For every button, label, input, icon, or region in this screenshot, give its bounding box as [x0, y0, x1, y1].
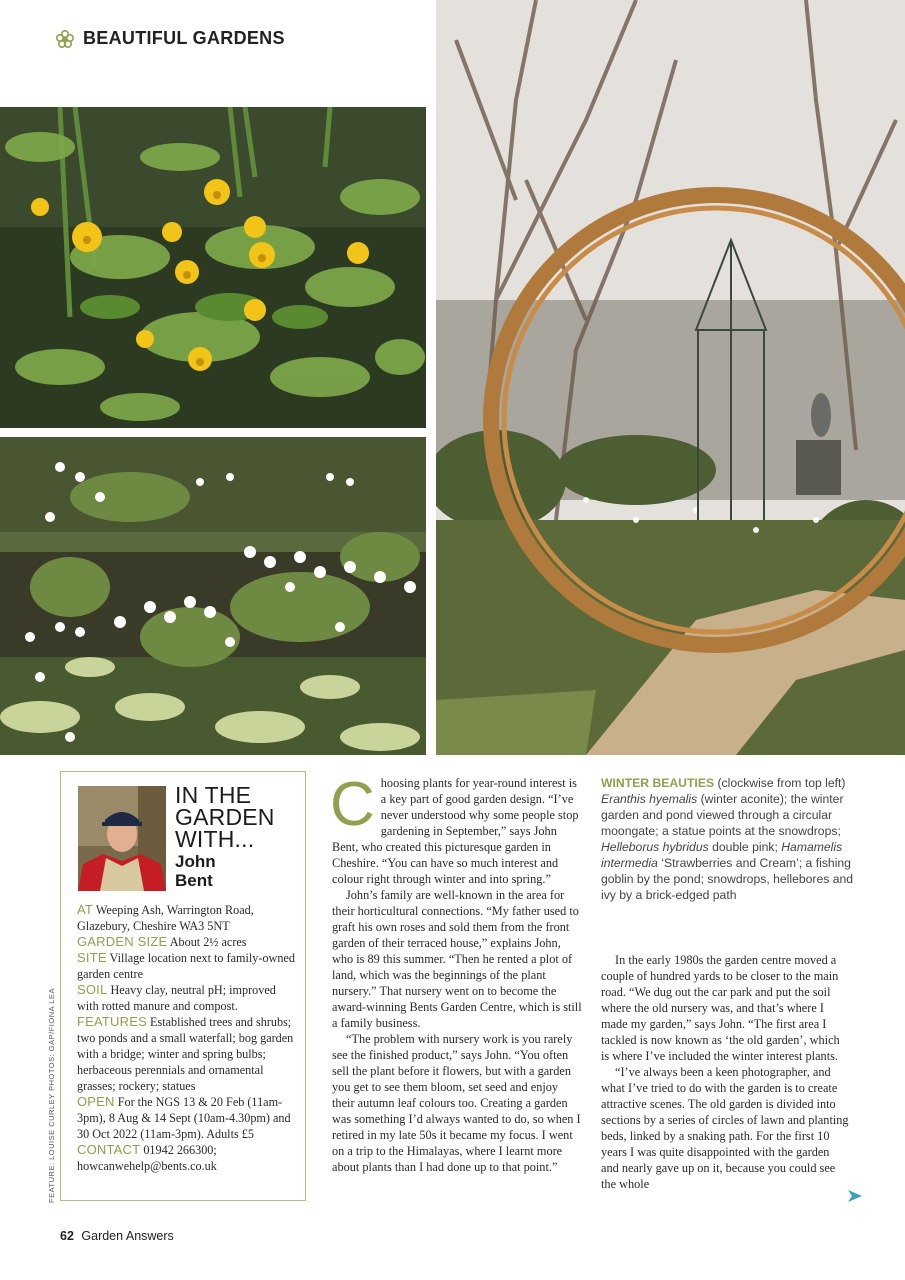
fact-soil: [77, 982, 299, 1014]
fact-text: Established trees and shrubs; two ponds and a small waterfall; bog garden with a bridge; winter and spring bulbs; herbaceous perennials and ornamental grasses; rockery; statues: [77, 1015, 294, 1093]
article-paragraph: John’s family are well-known in the area for their horticultural connections. “My father used to graft his own roses and sold them from the front garden of their terraced house,” explains John, who is 89 this summer. “Then he rented a plot of land, which was the beginnings of the plant nursery.” That nursery went on to become the award-winning Bents Garden Centre, which is still a family business.: [332, 888, 582, 1030]
fact-text: 01942 266300; howcanwehelp@bents.co.uk: [77, 1143, 217, 1173]
photo-caption: [601, 775, 856, 903]
box-title-line: IN THE: [175, 782, 252, 808]
page-footer: [60, 1229, 174, 1243]
fact-text: For the NGS 13 & 20 Feb (11am-3pm), 8 Aug & 14 Sept (10am-4.30pm) and 30 Oct 2022 (11am-3pm). Adults £5: [77, 1095, 291, 1141]
caption-text: ‘Strawberries and Cream’; a fishing goblin by the pond; snowdrops, hellebores and ivy by a brick-edged path: [601, 856, 854, 902]
article-paragraph: “The problem with nursery work is you rarely see the finished product,” says John. “You often sell the plant before it flowers, but with a garden you get to see them bloom, set seed and enjoy their autumn leaf colours too. Creating a garden was something I’d always wanted to do, so when I retired in my late 50s it became my focus. I went on a trip to the Himalayas, where I learnt more about plants than I had done up to that point.”: [332, 1032, 581, 1174]
fact-garden-size: [77, 934, 299, 950]
article-paragraph: “I’ve always been a keen photographer, and what I’ve tried to do with the garden is to create attractive scenes. The old garden is divided into sections by a series of circles of lawn and planting beds, linked by a snaking path. For the first 10 years I was quite disappointed with the garden and nearly gave up on it, because you could see the whole: [601, 1065, 849, 1191]
fact-label: SITE: [77, 950, 107, 965]
caption-text: (winter aconite); the winter garden and pond viewed through a circular moongate; a statue points at the snowdrops;: [601, 792, 844, 838]
caption-text: (clockwise from top left): [714, 776, 846, 790]
caption-plant-name: Helleborus hybridus: [601, 840, 709, 854]
fact-site: [77, 950, 299, 982]
person-first-name: John: [175, 852, 216, 871]
section-header: [55, 28, 285, 49]
article-text: hoosing plants for year-round interest is a key part of good garden design. “I’ve never understood why some people stop gardening in September,” says John Bent, who created this picturesque garden in Cheshire. “You can have so much interest and colour right through winter and into spring.”: [332, 776, 579, 886]
caption-label: WINTER BEAUTIES: [601, 776, 715, 790]
aconites-photo: [0, 107, 426, 428]
box-title: [175, 784, 275, 850]
page-number: 62: [60, 1229, 74, 1243]
article-paragraph: In the early 1980s the garden centre moved a couple of hundred yards to be closer to the main road. “We dug out the car park and put the soil where the old nursery was, and that’s where I made my garden,” says John. “The first area I tackled is now known as ‘the old garden’, which is where I’ve included the winter interest plants.: [601, 953, 840, 1063]
profile-box: [60, 771, 306, 1201]
fact-text: Heavy clay, neutral pH; improved with rotted manure and compost.: [77, 983, 276, 1013]
fact-at: [77, 902, 299, 934]
fact-open: [77, 1094, 299, 1142]
fact-label: CONTACT: [77, 1142, 141, 1157]
fact-label: FEATURES: [77, 1014, 147, 1029]
fact-text: Weeping Ash, Warrington Road, Glazebury, Cheshire WA3 5NT: [77, 903, 254, 933]
drop-cap: C: [330, 770, 375, 839]
flower-icon: [55, 29, 75, 49]
box-title-line: WITH...: [175, 826, 255, 852]
snowdrops-photo: [0, 437, 426, 755]
caption-text: double pink;: [708, 840, 782, 854]
fact-label: SOIL: [77, 982, 108, 997]
moongate-photo: [436, 0, 905, 755]
portrait-photo: [78, 786, 166, 891]
fact-text: Village location next to family-owned garden centre: [77, 951, 295, 981]
caption-plant-name: Eranthis hyemalis: [601, 792, 698, 806]
magazine-name: Garden Answers: [81, 1229, 174, 1243]
article-paragraph: [330, 770, 582, 887]
fact-label: AT: [77, 902, 94, 917]
person-last-name: Bent: [175, 871, 213, 890]
continue-arrow-icon: [848, 1190, 862, 1202]
article-column-2: [601, 952, 849, 1192]
fact-label: GARDEN SIZE: [77, 934, 168, 949]
box-title-line: GARDEN: [175, 804, 275, 830]
section-title: BEAUTIFUL GARDENS: [83, 28, 285, 48]
article-column-1: [330, 770, 582, 1175]
person-name: [175, 852, 216, 890]
fact-features: [77, 1014, 299, 1094]
caption-plant-name: Hamamelis intermedia: [601, 840, 843, 870]
garden-facts: [77, 902, 299, 1174]
fact-contact: [77, 1142, 299, 1174]
photo-credit: FEATURE: LOUISE CURLEY PHOTOS: GAP/FIONA LEA: [47, 988, 56, 1203]
fact-label: OPEN: [77, 1094, 115, 1109]
fact-text: About 2½ acres: [167, 935, 247, 949]
